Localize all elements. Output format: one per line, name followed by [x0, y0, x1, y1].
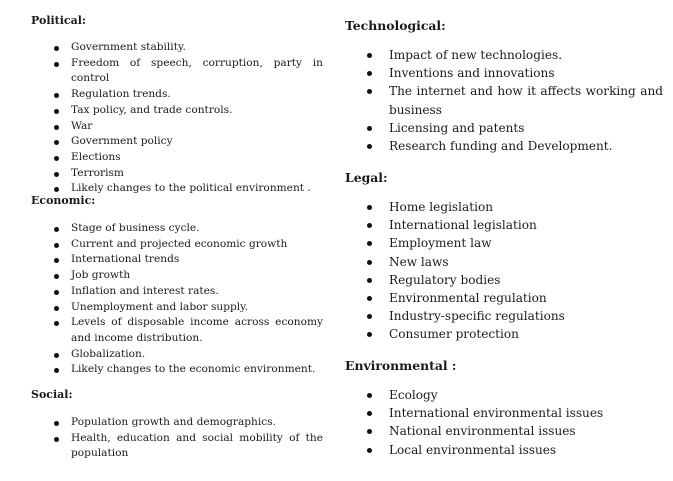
economic-list	[31, 221, 323, 378]
technological-heading: Technological:	[345, 18, 446, 33]
technological-list	[345, 46, 663, 155]
list-item: Population growth and demographics.	[31, 415, 323, 431]
list-item: War	[31, 119, 323, 135]
social-heading: Social:	[31, 388, 73, 401]
environmental-section	[345, 358, 663, 459]
list-item: Employment law	[345, 234, 663, 252]
list-item: International trends	[31, 252, 323, 268]
list-item: Environmental regulation	[345, 289, 663, 307]
list-item: Consumer protection	[345, 325, 663, 343]
list-item: Licensing and patents	[345, 119, 663, 137]
list-item: Globalization.	[31, 347, 323, 363]
list-item: Inventions and innovations	[345, 64, 663, 82]
legal-section	[345, 170, 663, 344]
social-list	[31, 415, 323, 462]
list-item: Job growth	[31, 268, 323, 284]
list-item: Ecology	[345, 386, 663, 404]
legal-heading: Legal:	[345, 170, 388, 185]
list-item: Local environmental issues	[345, 441, 663, 459]
political-heading: Political:	[31, 14, 86, 27]
political-list	[31, 40, 323, 197]
list-item: Terrorism	[31, 166, 323, 182]
list-item: Tax policy, and trade controls.	[31, 103, 323, 119]
list-item: Health, education and social mobility of the population	[31, 431, 323, 462]
economic-section	[31, 194, 323, 378]
list-item: Government policy	[31, 134, 323, 150]
list-item: Likely changes to the economic environment.	[31, 362, 323, 378]
list-item: Levels of disposable income across economy and income distribution.	[31, 315, 323, 346]
list-item: International legislation	[345, 216, 663, 234]
list-item: Impact of new technologies.	[345, 46, 663, 64]
list-item: Current and projected economic growth	[31, 237, 323, 253]
list-item: Likely changes to the political environment .	[31, 181, 323, 197]
list-item: National environmental issues	[345, 422, 663, 440]
list-item: Inflation and interest rates.	[31, 284, 323, 300]
social-section	[31, 388, 323, 462]
list-item: The internet and how it affects working and business	[345, 82, 663, 118]
list-item: Unemployment and labor supply.	[31, 300, 323, 316]
economic-heading: Economic:	[31, 194, 96, 207]
technological-section	[345, 18, 663, 155]
list-item: Home legislation	[345, 198, 663, 216]
list-item: Freedom of speech, corruption, party in control	[31, 56, 323, 87]
legal-list	[345, 198, 663, 344]
list-item: Elections	[31, 150, 323, 166]
list-item: International environmental issues	[345, 404, 663, 422]
environmental-heading: Environmental :	[345, 358, 457, 373]
list-item: Industry-specific regulations	[345, 307, 663, 325]
list-item: New laws	[345, 253, 663, 271]
list-item: Regulatory bodies	[345, 271, 663, 289]
list-item: Government stability.	[31, 40, 323, 56]
list-item: Research funding and Development.	[345, 137, 663, 155]
list-item: Stage of business cycle.	[31, 221, 323, 237]
list-item: Regulation trends.	[31, 87, 323, 103]
political-section	[31, 14, 323, 197]
environmental-list	[345, 386, 663, 459]
